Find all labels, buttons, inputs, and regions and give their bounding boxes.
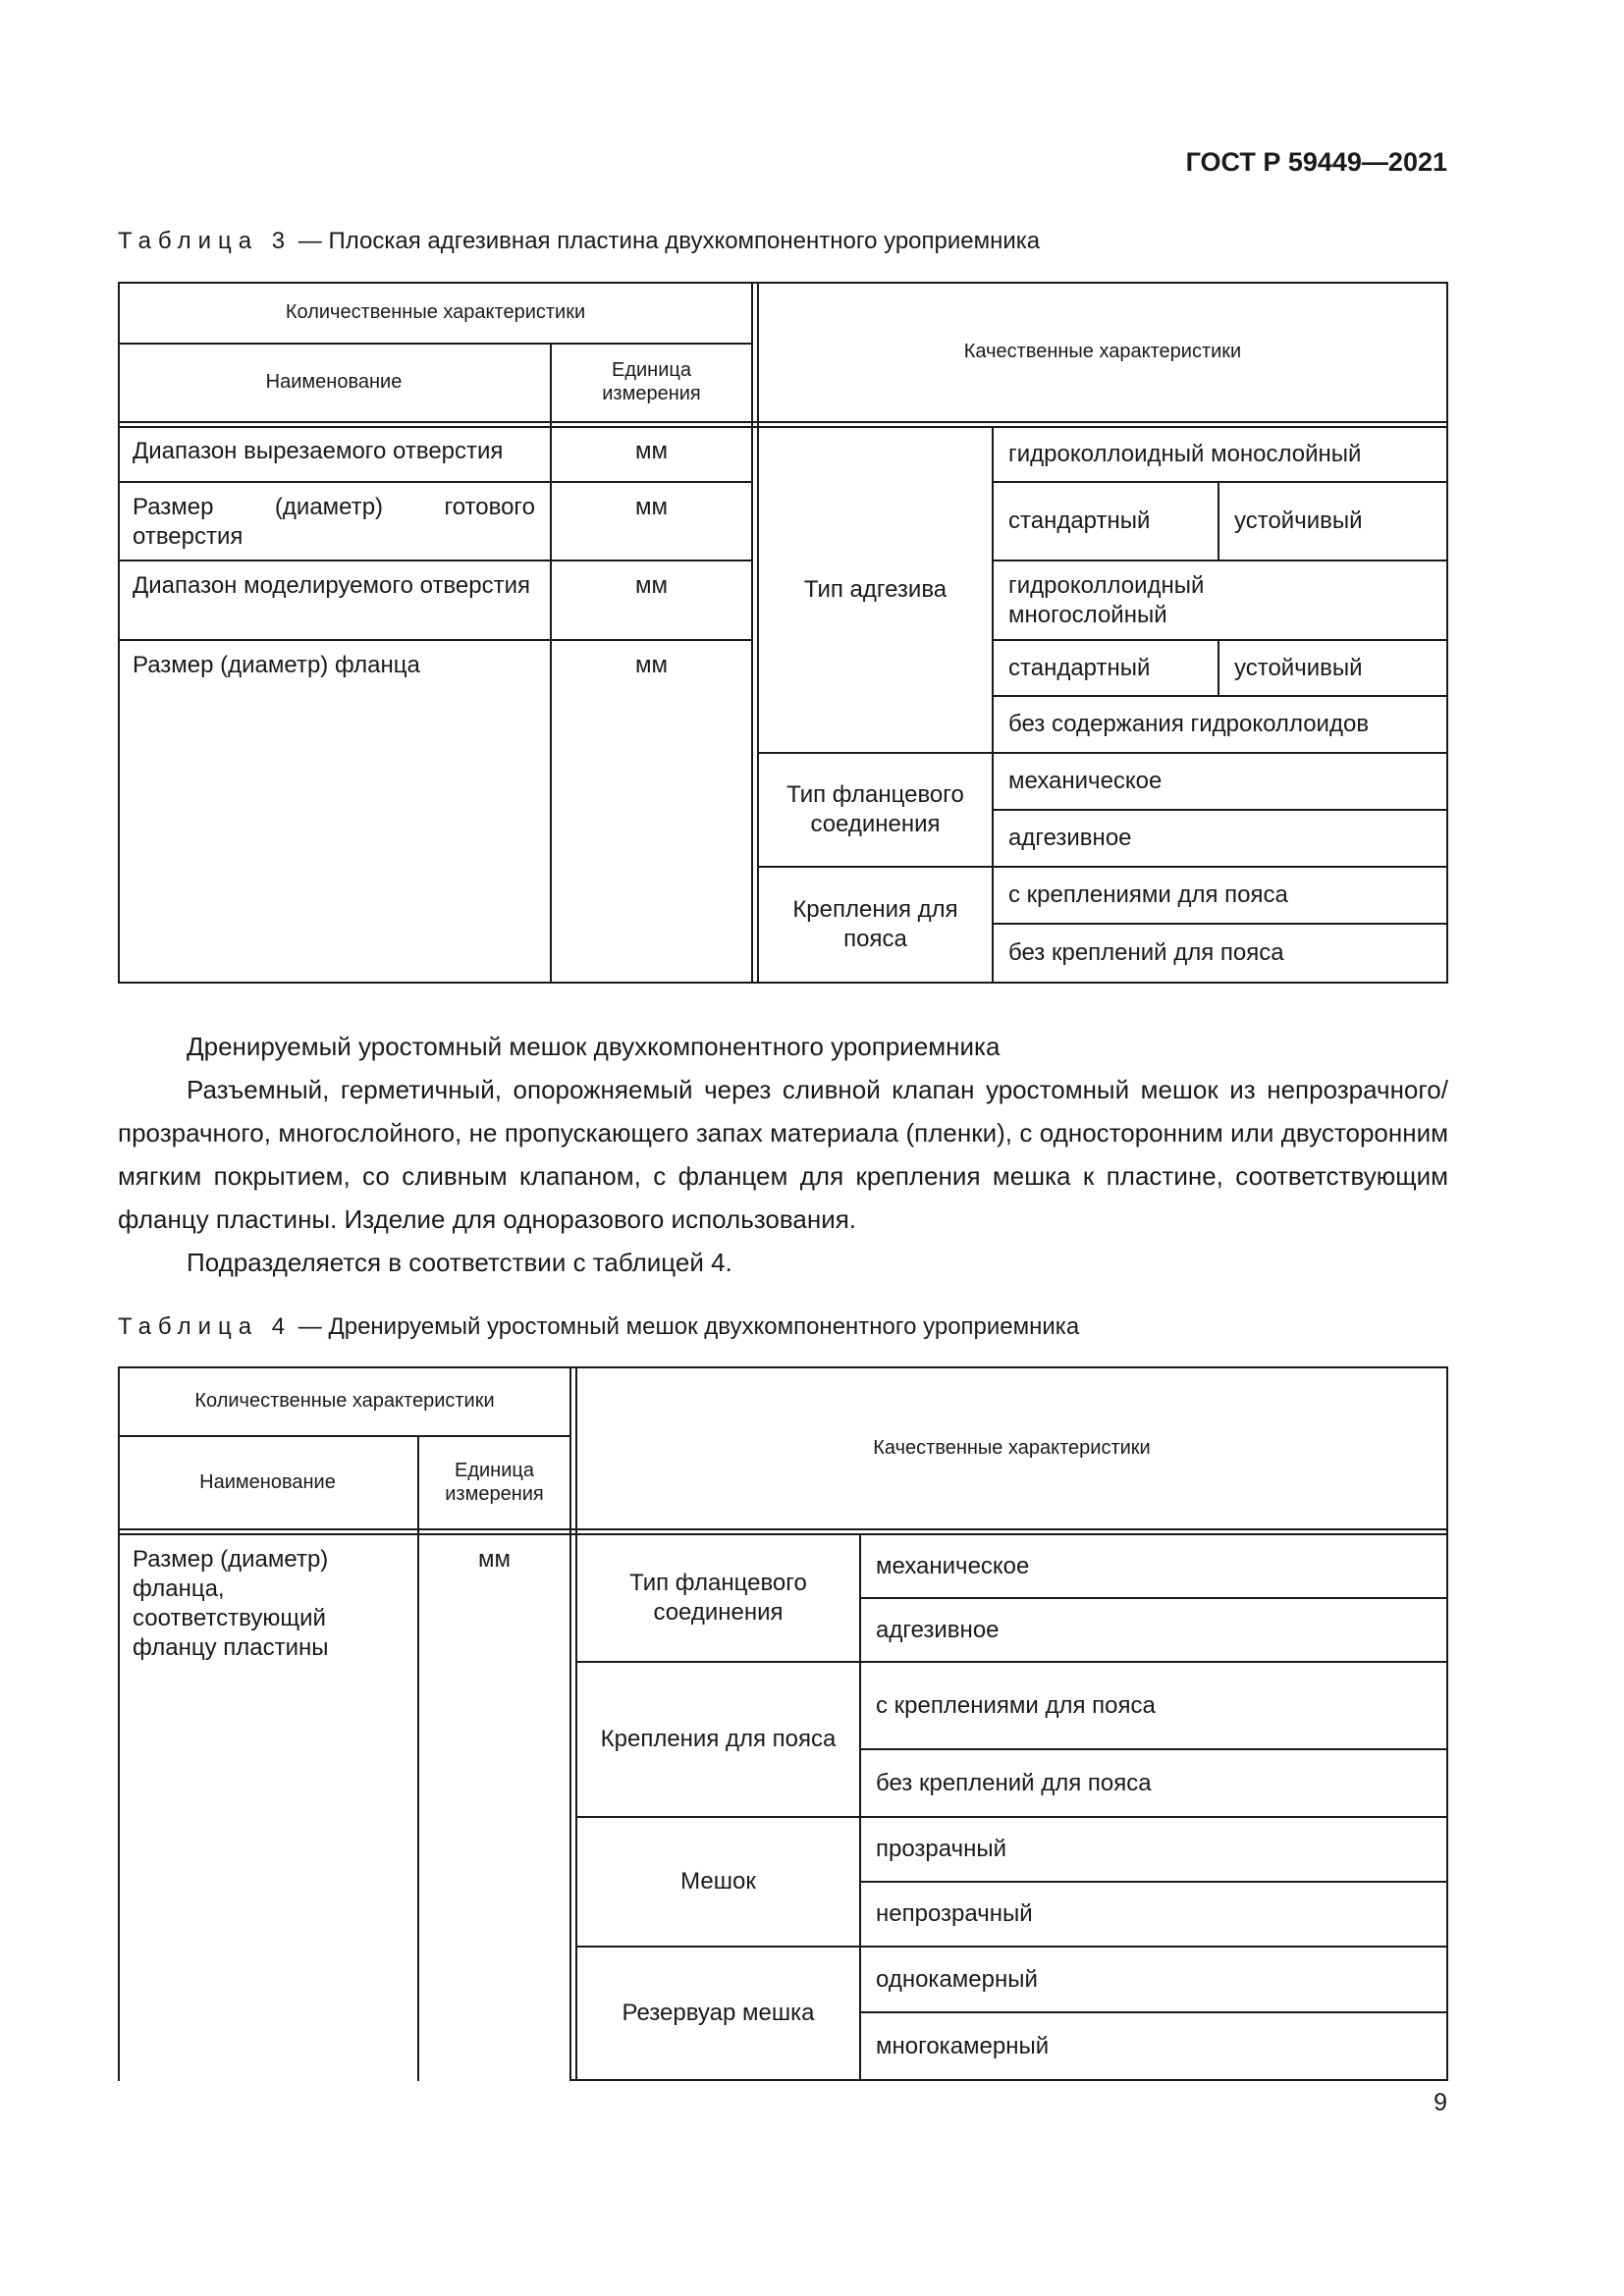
table4-mechanical: механическое xyxy=(876,1552,1030,1579)
document-code: ГОСТ Р 59449—2021 xyxy=(1185,147,1447,177)
table4-header-qualitative: Качественные характеристики xyxy=(873,1436,1151,1459)
table4-header-quantitative: Количественные характеристики xyxy=(194,1390,495,1412)
table3-row3-name: Диапазон моделируемого отверстия xyxy=(133,572,530,599)
table3-row4-name: Размер (диаметр) фланца xyxy=(133,652,420,678)
table3-row1-unit: мм xyxy=(635,438,668,464)
table3-header-unit: Единица измерения xyxy=(602,359,701,404)
table3-mechanical: механическое xyxy=(1008,768,1163,794)
table3-caption-label: Таблица 3 xyxy=(118,228,293,254)
table3-flange-type: Тип фланцевого соединения xyxy=(786,781,964,837)
table3-row1-name: Диапазон вырезаемого отверстия xyxy=(133,438,504,464)
paragraph-reference: Подразделяется в соответствии с таблицей 4. xyxy=(187,1248,732,1277)
table4-with-belt: с креплениями для пояса xyxy=(876,1691,1156,1719)
table3-row2-unit: мм xyxy=(635,494,668,520)
table-3 xyxy=(118,282,1448,984)
table3-caption-title: — Плоская адгезивная пластина двухкомпонентного уроприемника xyxy=(298,228,1041,254)
table3-belt: Крепления для пояса xyxy=(792,896,958,952)
table4-reservoir: Резервуар мешка xyxy=(622,2000,815,2026)
table3-header-name: Наименование xyxy=(265,371,403,393)
table-4 xyxy=(118,1366,1448,2081)
table4-transparent: прозрачный xyxy=(876,1836,1007,1862)
table3-standard-1: стандартный xyxy=(1008,507,1151,534)
table4-multi-chamber: многокамерный xyxy=(876,2032,1050,2059)
table3-hydro-multi: гидроколлоидный многослойный xyxy=(1008,571,1205,628)
table4-caption xyxy=(118,1313,1079,1341)
table3-row3-unit: мм xyxy=(635,572,668,599)
table4-caption-label: Таблица 4 xyxy=(118,1313,293,1340)
table4-single-chamber: однокамерный xyxy=(876,1965,1038,1993)
table3-resistant-2: устойчивый xyxy=(1234,654,1363,681)
paragraph-heading: Дренируемый уростомный мешок двухкомпонентного уроприемника xyxy=(187,1032,1001,1061)
table3-header-qualitative: Качественные характеристики xyxy=(963,341,1242,362)
table4-bag: Мешок xyxy=(680,1868,756,1895)
table4-belt: Крепления для пояса xyxy=(600,1726,837,1752)
table3-adhesive-type: Тип адгезива xyxy=(803,576,947,603)
table3-header-quantitative: Количественные характеристики xyxy=(285,301,586,323)
table4-header-unit: Единица измерения xyxy=(445,1459,544,1505)
table3-caption xyxy=(118,228,1040,255)
table4-flange-type: Тип фланцевого соединения xyxy=(629,1570,807,1626)
table3-resistant-1: устойчивый xyxy=(1234,507,1363,534)
page-number: 9 xyxy=(1434,2089,1447,2116)
table3-no-hydro: без содержания гидроколлоидов xyxy=(1008,711,1370,737)
table4-without-belt: без креплений для пояса xyxy=(876,1769,1152,1796)
table3-adhesive: адгезивное xyxy=(1008,825,1132,851)
table3-with-belt: с креплениями для пояса xyxy=(1008,881,1288,908)
table4-row-unit: мм xyxy=(478,1546,511,1573)
table3-row2-name: Размер (диаметр) готового отверстия xyxy=(133,494,535,550)
table3-row4-unit: мм xyxy=(635,652,668,678)
table4-row-name: Размер (диаметр) фланца, соответствующий фланцу пластины xyxy=(133,1546,329,1661)
table4-adhesive: адгезивное xyxy=(876,1616,1000,1643)
table3-hydro-mono: гидроколлоидный монослойный xyxy=(1008,441,1362,467)
table4-caption-title: — Дренируемый уростомный мешок двухкомпонентного уроприемника xyxy=(298,1313,1080,1340)
table4-header-name: Наименование xyxy=(199,1470,336,1493)
table3-without-belt: без креплений для пояса xyxy=(1008,939,1284,966)
table3-standard-2: стандартный xyxy=(1008,654,1151,681)
paragraph-description: Разъемный, герметичный, опорожняемый через сливной клапан уростомный мешок из непрозрачного/прозрачного, многослойного, не пропускающего запах материала (пленки), с односторонним или двусторонним мягким покрытием, со сливным клапаном, с фланцем для крепления мешка к пластине, соответствующим фланцу пластины. Изделие для одноразового использования. xyxy=(118,1075,1448,1234)
table4-opaque: непрозрачный xyxy=(876,1900,1033,1927)
